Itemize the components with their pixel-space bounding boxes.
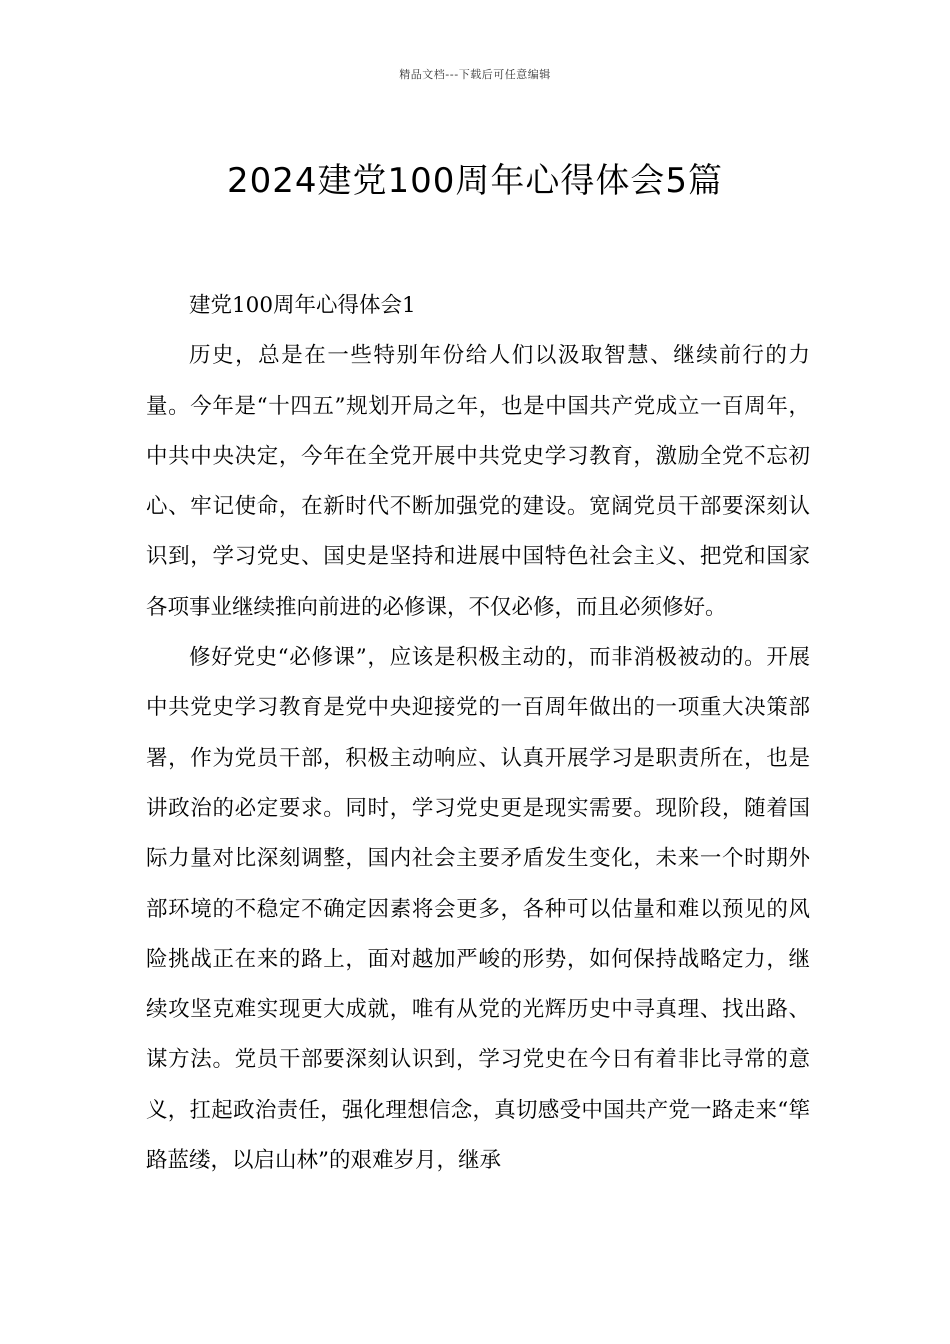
section-heading: 建党100周年心得体会1 <box>189 293 416 318</box>
document-title: 2024建党100周年心得体会5篇 <box>226 160 724 201</box>
document-body <box>146 281 810 1186</box>
page-header-watermark: 精品文档---下载后可任意编辑 <box>399 68 551 81</box>
paragraph: 修好党史“必修课”，应该是积极主动的，而非消极被动的。开展中共党史学习教育是党中央迎接党的一百周年做出的一项重大决策部署，作为党员干部，积极主动响应、认真开展学习是职责所在，也是讲政治的必定要求。同时，学习党史更是现实需要。现阶段，随着国际力量对比深刻调整，国内社会主要矛盾发生变化，未来一个时期外部环境的不稳定不确定因素将会更多，各种可以估量和难以预见的风险挑战正在来的路上，面对越加严峻的形势，如何保持战略定力，继续攻坚克难实现更大成就，唯有从党的光辉历史中寻真理、找出路、谋方法。党员干部要深刻认识到，学习党史在今日有着非比寻常的意义，扛起政治责任，强化理想信念，真切感受中国共产党一路走来“筚路蓝缕，以启山林”的艰难岁月，继承 <box>146 645 810 1174</box>
paragraph: 历史，总是在一些特别年份给人们以汲取智慧、继续前行的力量。今年是“十四五”规划开局之年，也是中国共产党成立一百周年，中共中央决定，今年在全党开展中共党史学习教育，激励全党不忘初心、牢记使命，在新时代不断加强党的建设。宽阔党员干部要深刻认识到，学习党史、国史是坚持和进展中国特色社会主义、把党和国家各项事业继续推向前进的必修课，不仅必修，而且必须修好。 <box>146 343 810 620</box>
